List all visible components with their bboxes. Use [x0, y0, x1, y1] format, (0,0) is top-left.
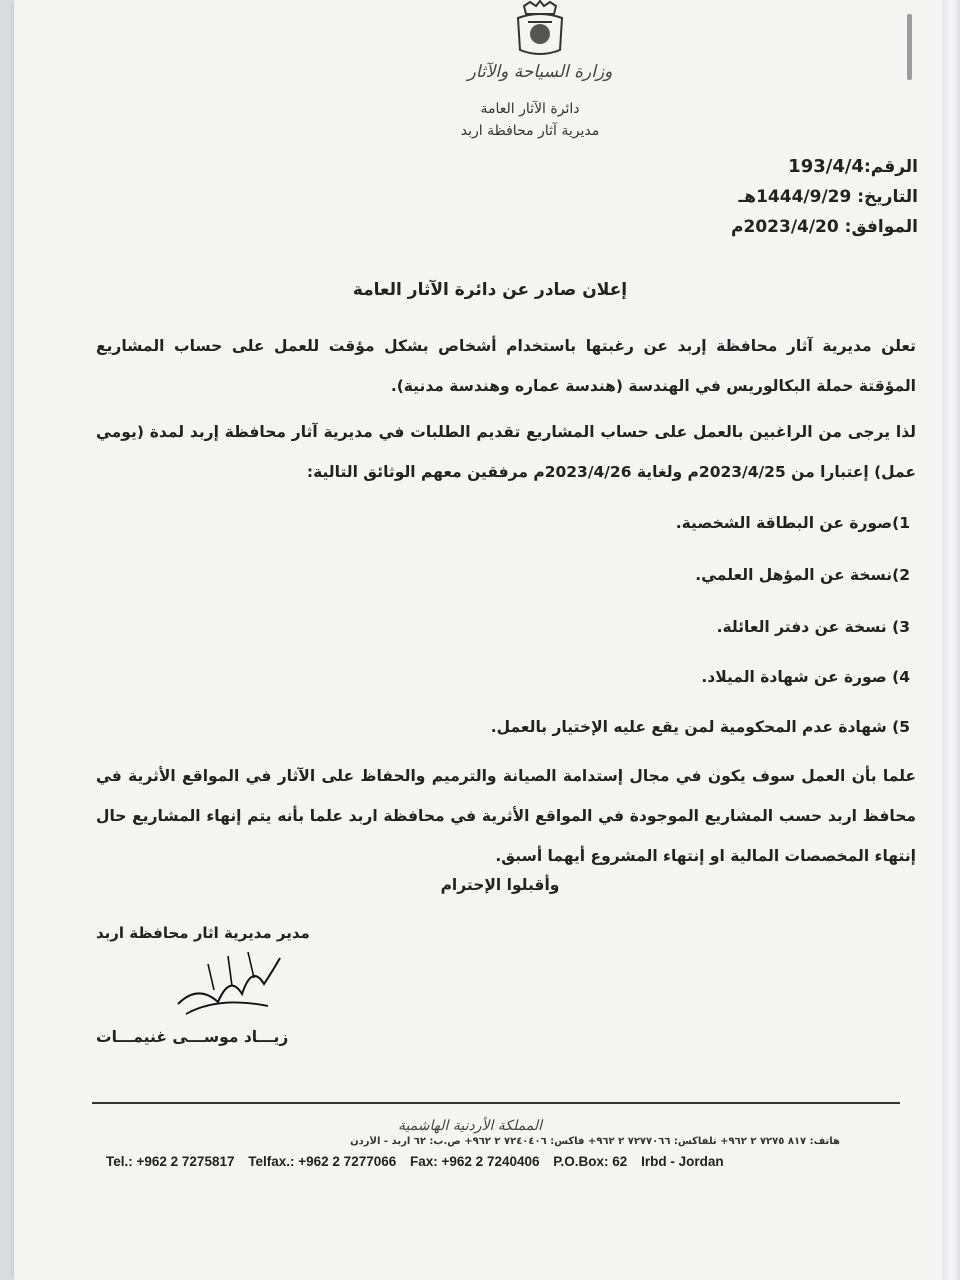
directorate-name: مديرية آثار محافظة اربد: [460, 123, 600, 139]
reference-block: [731, 152, 918, 242]
paragraph-intro: تعلن مديرية آثار محافظة إربد عن رغبتها باستخدام أشخاص بشكل مؤقت للعمل على حساب المشاريع المؤقتة حملة البكالوريس في الهندسة (هندسة عماره وهندسة مدنية).: [96, 337, 916, 395]
handwritten-signature: [168, 944, 288, 1020]
footer-fax: Fax: +962 2 7240406: [410, 1154, 540, 1169]
department-name: دائرة الآثار العامة: [480, 101, 580, 117]
list-item: 4) صورة عن شهادة الميلاد.: [701, 668, 910, 686]
gregorian-date: 2023/4/20م: [731, 217, 839, 237]
date-label: التاريخ:: [857, 187, 918, 207]
footer-divider: [92, 1102, 900, 1104]
reference-number: 193/4/4: [788, 156, 864, 177]
paragraph-requirements: لذا يرجى من الراغبين بالعمل على حساب المشاريع تقديم الطلبات في مديرية آثار محافظة إربد لمدة (يومي عمل) إعتبارا من 2023/4/25م ولغاية 2023/4/26م مرفقين معهم الوثائق التالية:: [96, 423, 916, 481]
signatory-title: مدير مديرية اثار محافظة اربد: [96, 924, 310, 942]
footer-telfax: Telfax.: +962 2 7277066: [248, 1154, 397, 1169]
list-item: 1)صورة عن البطاقة الشخصية.: [675, 514, 910, 532]
list-item: 3) نسخة عن دفتر العائلة.: [716, 618, 910, 636]
paragraph-note: علما بأن العمل سوف يكون في مجال إستدامة الصيانة والترميم والحفاظ على الآثار في المواقع الأثرية في محافظ اربد حسب المشاريع الموجودة في المواقع الأثرية في محافظة اربد علما بأنه يتم إنهاء المشاريع حال إنتهاء المخصصات المالية او إنتهاء المشروع أيهما أسبق.: [96, 767, 916, 865]
footer-tel: Tel.: +962 2 7275817: [106, 1154, 235, 1169]
announcement-title: إعلان صادر عن دائرة الآثار العامة: [352, 280, 628, 300]
footer-pobox: P.O.Box: 62: [553, 1154, 628, 1169]
jordan-emblem-icon: [510, 0, 570, 58]
ministry-name: وزارة السياحة والآثار: [467, 62, 613, 82]
hijri-date: 1444/9/29هـ: [738, 187, 852, 207]
signatory-name: زيـــاد موســـى غنيمـــات: [96, 1028, 289, 1046]
footer-english-contact: [106, 1154, 734, 1169]
page-edge: [942, 0, 960, 1280]
closing-line: وأقبلوا الإحترام: [440, 876, 560, 894]
footer-arabic-contact: هاتف: ٨١٧ ٧٢٧٥ ٢ ٩٦٢+ تلفاكس: ٧٢٧٧٠٦٦ ٢ ٩٦٢+ فاكس: ٧٢٤٠٤٠٦ ٢ ٩٦٢+ ص.ب: ٦٢ اربد - الأردن: [350, 1136, 840, 1147]
binder-mark: [907, 14, 912, 80]
list-item: 5) شهادة عدم المحكومية لمن يقع عليه الإختيار بالعمل.: [490, 718, 910, 736]
list-item: 2)نسخة عن المؤهل العلمي.: [695, 566, 910, 584]
greg-label: الموافق:: [844, 217, 918, 237]
footer-kingdom: المملكة الأردنية الهاشمية: [397, 1118, 543, 1134]
letterhead: [420, 98, 640, 142]
footer-city: Irbd - Jordan: [641, 1154, 724, 1169]
number-label: الرقم:: [863, 157, 918, 177]
